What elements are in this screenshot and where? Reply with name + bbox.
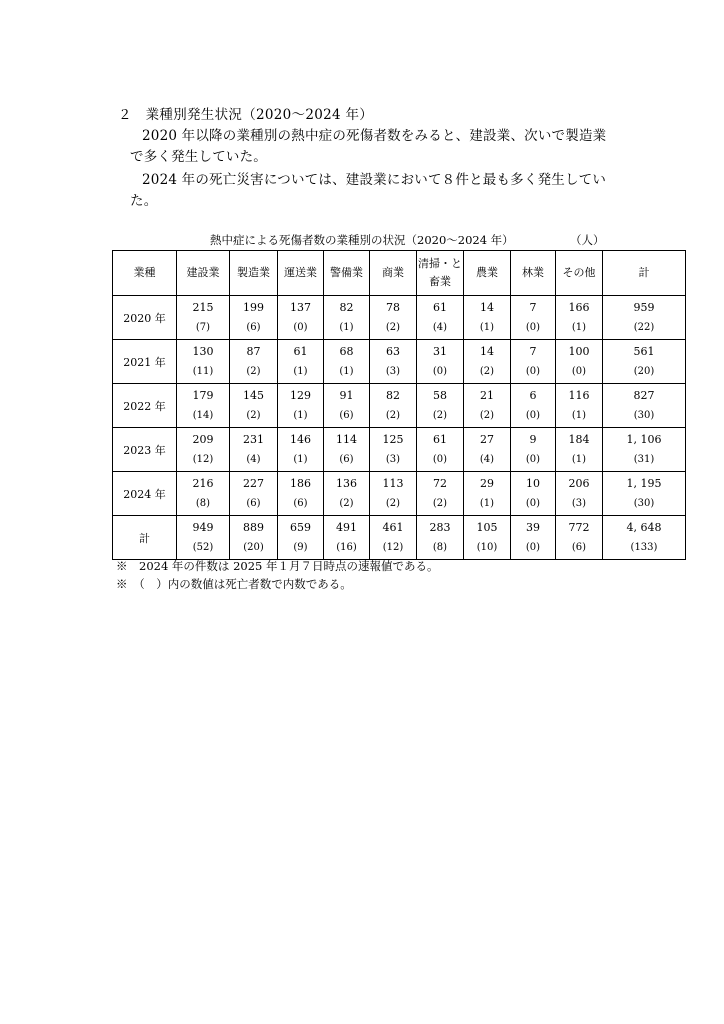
- table-cell: [324, 472, 370, 516]
- case-count: 145: [243, 388, 264, 402]
- table-cell: [556, 472, 603, 516]
- death-count: (8): [432, 541, 448, 553]
- case-count: 231: [243, 432, 264, 446]
- header-construction: 建設業: [177, 251, 230, 296]
- death-count: (52): [192, 541, 214, 553]
- table-cell: [177, 472, 230, 516]
- case-count: 129: [290, 388, 311, 402]
- table-cell: [324, 340, 370, 384]
- table-cell: [278, 340, 324, 384]
- table-cell: [464, 516, 511, 560]
- case-count: 216: [192, 476, 214, 490]
- header-agriculture: 農業: [464, 251, 511, 296]
- table-row: [113, 516, 686, 560]
- case-count: 146: [290, 432, 311, 446]
- table-cell: [230, 428, 278, 472]
- table-cell: [230, 516, 278, 560]
- death-count: (0): [525, 497, 541, 509]
- table-cell: [464, 296, 511, 340]
- death-count: (2): [246, 365, 261, 377]
- table-cell: [464, 340, 511, 384]
- table-row: [113, 384, 686, 428]
- case-count: 100: [568, 344, 590, 358]
- death-count: (12): [382, 541, 404, 553]
- table-cell: [556, 516, 603, 560]
- death-count: (2): [432, 409, 448, 421]
- table-cell: [230, 472, 278, 516]
- death-count: (2): [385, 321, 401, 333]
- table-cell: [556, 340, 603, 384]
- death-count: (2): [246, 409, 261, 421]
- table-cell: [511, 516, 556, 560]
- table-cell: [370, 516, 417, 560]
- case-count: 827: [633, 388, 655, 402]
- case-count: 130: [192, 344, 214, 358]
- death-count: (7): [195, 321, 211, 333]
- death-count: (2): [479, 365, 495, 377]
- death-count: (31): [633, 453, 655, 465]
- table-cell: [603, 516, 686, 560]
- header-manufacturing: 製造業: [230, 251, 278, 296]
- table-cell: [278, 296, 324, 340]
- table-cell: [370, 472, 417, 516]
- death-count: (6): [293, 497, 308, 509]
- paragraph-2: 2024 年の死亡災害については、建設業において８件と最も多く発生していた。: [130, 172, 607, 209]
- case-count: 561: [633, 344, 655, 358]
- death-count: (1): [571, 409, 587, 421]
- death-count: (6): [246, 497, 261, 509]
- row-label: 2021 年: [113, 340, 177, 384]
- case-count: 959: [633, 300, 655, 314]
- header-transport: 運送業: [278, 251, 324, 296]
- case-count: 61: [293, 344, 308, 358]
- case-count: 6: [529, 388, 537, 402]
- table-cell: [603, 428, 686, 472]
- case-count: 61: [433, 432, 447, 446]
- table-cell: [417, 516, 464, 560]
- case-count: 283: [429, 520, 451, 534]
- case-count: 78: [386, 300, 400, 314]
- case-count: 125: [382, 432, 404, 446]
- case-count: 105: [476, 520, 498, 534]
- death-count: (16): [336, 541, 357, 553]
- table-cell: [417, 296, 464, 340]
- table-cell: [324, 384, 370, 428]
- case-count: 27: [480, 432, 494, 446]
- case-count: 14: [480, 344, 494, 358]
- death-count: (2): [479, 409, 495, 421]
- death-count: (8): [195, 497, 211, 509]
- case-count: 179: [192, 388, 214, 402]
- case-count: 116: [568, 388, 590, 402]
- table-caption: 熱中症による死傷者数の業種別の状況（2020〜2024 年）: [210, 233, 514, 247]
- table-row: [113, 296, 686, 340]
- table-cell: [556, 296, 603, 340]
- note-1: ※ 2024 年の件数は 2025 年１月７日時点の速報値である。: [116, 559, 439, 573]
- case-count: 186: [290, 476, 311, 490]
- case-count: 949: [192, 520, 214, 534]
- death-count: (20): [633, 365, 655, 377]
- table-cell: [278, 472, 324, 516]
- row-label: 2022 年: [113, 384, 177, 428]
- death-count: (2): [385, 497, 401, 509]
- death-count: (30): [633, 409, 655, 421]
- case-count: 82: [339, 300, 354, 314]
- table-cell: [417, 428, 464, 472]
- death-count: (3): [385, 453, 401, 465]
- death-count: (133): [630, 541, 658, 553]
- table-cell: [417, 384, 464, 428]
- death-count: (0): [525, 541, 541, 553]
- table-cell: [556, 428, 603, 472]
- table-cell: [230, 340, 278, 384]
- table-cell: [177, 428, 230, 472]
- death-count: (0): [293, 321, 308, 333]
- header-total: 計: [603, 251, 686, 296]
- death-count: (11): [192, 365, 214, 377]
- table-cell: [511, 296, 556, 340]
- table-cell: [324, 296, 370, 340]
- case-count: 137: [290, 300, 311, 314]
- case-count: 113: [382, 476, 404, 490]
- table-row: [113, 472, 686, 516]
- table-cell: [370, 384, 417, 428]
- death-count: (6): [339, 409, 354, 421]
- case-count: 9: [529, 432, 537, 446]
- case-count: 39: [526, 520, 540, 534]
- table-cell: [370, 340, 417, 384]
- death-count: (2): [339, 497, 354, 509]
- death-count: (1): [293, 409, 308, 421]
- table-cell: [230, 384, 278, 428]
- death-count: (0): [525, 321, 541, 333]
- case-count: 7: [529, 344, 537, 358]
- case-count: 87: [246, 344, 261, 358]
- table-cell: [278, 384, 324, 428]
- header-industry: 業種: [113, 251, 177, 296]
- table-cell: [177, 340, 230, 384]
- paragraph-1: 2020 年以降の業種別の熱中症の死傷者数をみると、建設業、次いで製造業で多く発生していた。: [130, 128, 607, 165]
- table-unit: （人）: [570, 233, 605, 247]
- table-cell: [417, 472, 464, 516]
- death-count: (6): [571, 541, 587, 553]
- case-count: 659: [290, 520, 311, 534]
- header-forestry: 林業: [511, 251, 556, 296]
- death-count: (10): [476, 541, 498, 553]
- table-cell: [464, 384, 511, 428]
- row-label: 2020 年: [113, 296, 177, 340]
- table-cell: [511, 340, 556, 384]
- table-cell: [177, 384, 230, 428]
- death-count: (0): [525, 409, 541, 421]
- death-count: (20): [243, 541, 264, 553]
- table-cell: [370, 428, 417, 472]
- death-count: (1): [293, 365, 308, 377]
- table-row: [113, 340, 686, 384]
- table-cell: [417, 340, 464, 384]
- death-count: (14): [192, 409, 214, 421]
- table-row: [113, 428, 686, 472]
- table-cell: [324, 516, 370, 560]
- case-count: 166: [568, 300, 590, 314]
- death-count: (1): [479, 321, 495, 333]
- table-cell: [464, 472, 511, 516]
- case-count: 215: [192, 300, 214, 314]
- table-cell: [278, 428, 324, 472]
- case-count: 209: [192, 432, 214, 446]
- death-count: (6): [246, 321, 261, 333]
- death-count: (4): [432, 321, 448, 333]
- header-cleaning: 清掃・と畜業: [417, 251, 464, 296]
- table-cell: [177, 296, 230, 340]
- death-count: (1): [339, 365, 354, 377]
- death-count: (2): [385, 409, 401, 421]
- case-count: 184: [568, 432, 590, 446]
- table-cell: [603, 296, 686, 340]
- table-cell: [603, 340, 686, 384]
- table-cell: [278, 516, 324, 560]
- case-count: 461: [382, 520, 404, 534]
- death-count: (12): [192, 453, 214, 465]
- case-count: 114: [336, 432, 357, 446]
- case-count: 1, 195: [626, 476, 662, 490]
- death-count: (0): [432, 453, 448, 465]
- case-count: 206: [568, 476, 590, 490]
- row-label: 2024 年: [113, 472, 177, 516]
- death-count: (22): [633, 321, 655, 333]
- table-header-row: [113, 251, 686, 296]
- death-count: (1): [293, 453, 308, 465]
- death-count: (0): [432, 365, 448, 377]
- death-count: (2): [432, 497, 448, 509]
- table-cell: [177, 516, 230, 560]
- death-count: (9): [293, 541, 308, 553]
- death-count: (0): [525, 365, 541, 377]
- case-count: 772: [568, 520, 590, 534]
- table-cell: [324, 428, 370, 472]
- death-count: (3): [385, 365, 401, 377]
- case-count: 91: [339, 388, 354, 402]
- death-count: (0): [525, 453, 541, 465]
- case-count: 1, 106: [626, 432, 662, 446]
- case-count: 889: [243, 520, 264, 534]
- table-cell: [370, 296, 417, 340]
- case-count: 4, 648: [626, 520, 662, 534]
- death-count: (1): [571, 321, 587, 333]
- case-count: 7: [529, 300, 537, 314]
- header-security: 警備業: [324, 251, 370, 296]
- case-count: 10: [526, 476, 540, 490]
- case-count: 491: [336, 520, 357, 534]
- table-cell: [464, 428, 511, 472]
- death-count: (3): [571, 497, 587, 509]
- header-commerce: 商業: [370, 251, 417, 296]
- case-count: 136: [336, 476, 357, 490]
- death-count: (1): [479, 497, 495, 509]
- section-heading: ２ 業種別発生状況（2020〜2024 年）: [118, 107, 374, 123]
- table-cell: [603, 384, 686, 428]
- table-cell: [556, 384, 603, 428]
- case-count: 61: [433, 300, 447, 314]
- row-label: 計: [113, 516, 177, 560]
- death-count: (0): [571, 365, 587, 377]
- case-count: 82: [386, 388, 400, 402]
- table-cell: [511, 472, 556, 516]
- death-count: (30): [633, 497, 655, 509]
- case-count: 68: [339, 344, 354, 358]
- case-count: 58: [433, 388, 447, 402]
- death-count: (1): [339, 321, 354, 333]
- case-count: 72: [433, 476, 447, 490]
- case-count: 21: [480, 388, 494, 402]
- death-count: (4): [246, 453, 261, 465]
- note-2: ※ （ ）内の数値は死亡者数で内数である。: [116, 577, 352, 591]
- case-count: 29: [480, 476, 494, 490]
- table-cell: [230, 296, 278, 340]
- case-count: 31: [433, 344, 447, 358]
- table-cell: [511, 428, 556, 472]
- death-count: (4): [479, 453, 495, 465]
- case-count: 63: [386, 344, 400, 358]
- table-cell: [511, 384, 556, 428]
- case-count: 199: [243, 300, 264, 314]
- case-count: 14: [480, 300, 494, 314]
- death-count: (6): [339, 453, 354, 465]
- industry-table: [112, 250, 686, 560]
- death-count: (1): [571, 453, 587, 465]
- table-cell: [603, 472, 686, 516]
- case-count: 227: [243, 476, 264, 490]
- row-label: 2023 年: [113, 428, 177, 472]
- header-other: その他: [556, 251, 603, 296]
